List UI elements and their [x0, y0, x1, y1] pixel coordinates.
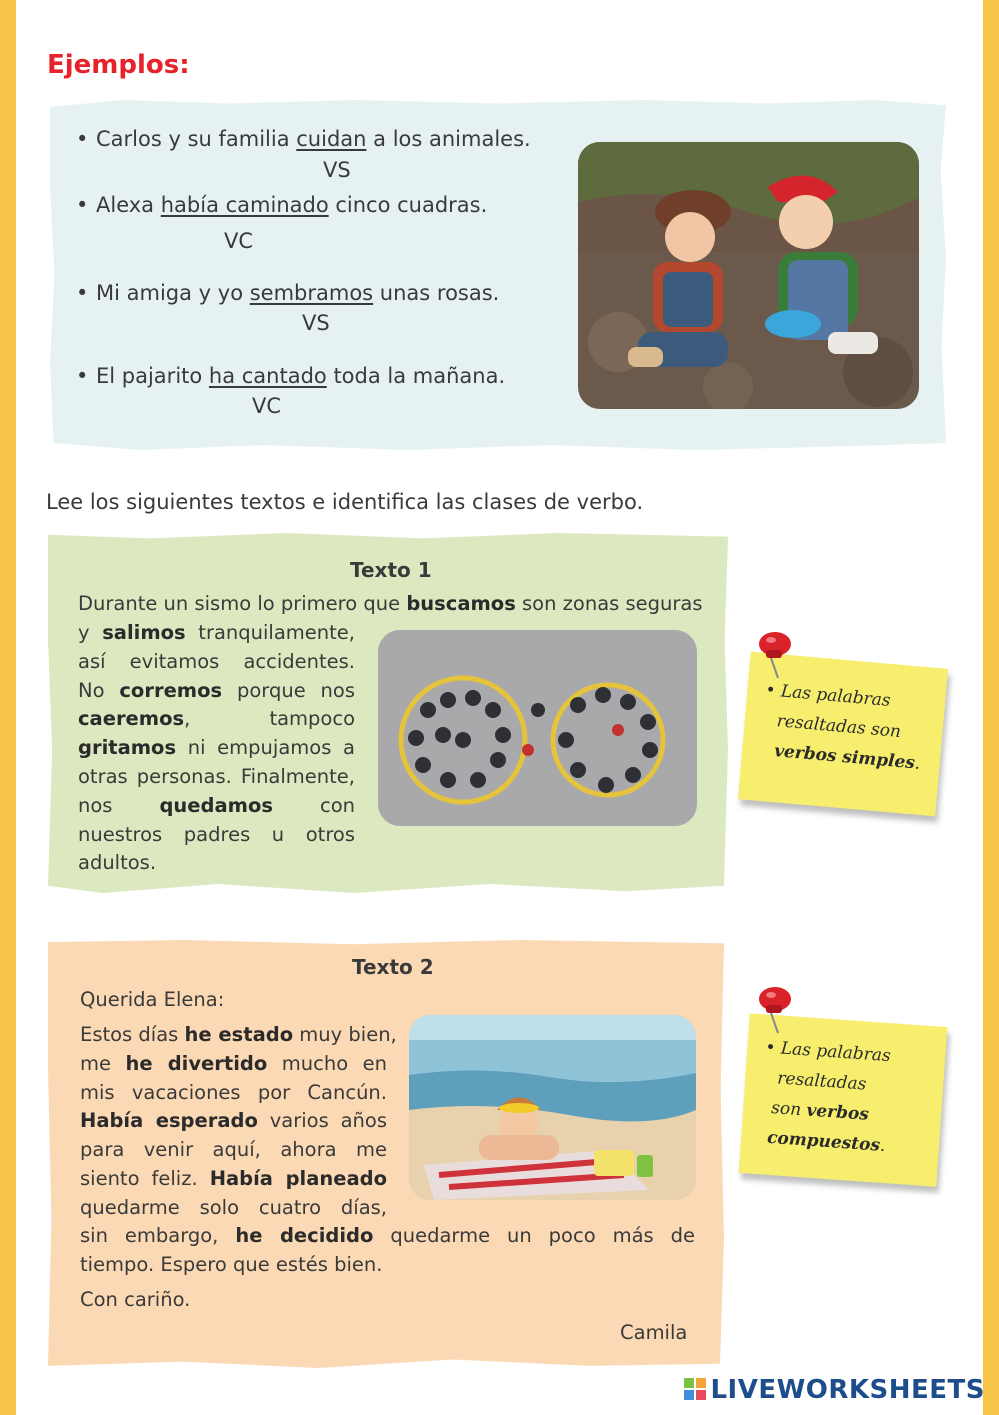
- highlighted-verb: gritamos: [78, 736, 177, 760]
- note-highlight: verbos simples: [773, 741, 916, 774]
- highlighted-verb: Había esperado: [80, 1109, 258, 1133]
- letter-closing: Con cariño.: [80, 1288, 191, 1311]
- bullet: •: [764, 680, 777, 701]
- note-highlight: verbos: [805, 1100, 870, 1125]
- highlighted-verb: salimos: [102, 621, 186, 644]
- bullet: •: [76, 193, 89, 217]
- girl-beach-photo: [409, 1015, 696, 1200]
- letter-greeting: Querida Elena:: [80, 988, 225, 1011]
- underlined-verb: sembramos: [249, 281, 374, 305]
- texto1-first-line: Durante un sismo lo primero que buscamos son zonas seguras: [78, 592, 703, 615]
- highlighted-verb: caeremos: [78, 707, 185, 731]
- texto1-title: Texto 1: [350, 558, 432, 582]
- highlighted-verb: he estado: [184, 1023, 294, 1046]
- highlighted-verb: he divertido: [125, 1051, 268, 1075]
- highlighted-verb: corremos: [119, 678, 223, 702]
- example-sentence-1: • Carlos y su familia cuidan a los animales.: [76, 127, 531, 151]
- highlighted-verb: Había planeado: [209, 1166, 387, 1190]
- verb-type-tag: VC: [224, 229, 254, 253]
- highlighted-verb: he decidido: [235, 1224, 374, 1247]
- example-sentence-3: • Mi amiga y yo sembramos unas rosas.: [76, 281, 500, 305]
- texto2-paragraph-full: sin embargo, he decidido quedarme un poco más de tiempo. Espero que estés bien.: [80, 1224, 695, 1276]
- page-edge-left: [0, 0, 16, 1415]
- verb-type-tag: VS: [302, 311, 330, 335]
- highlighted-verb: buscamos: [406, 592, 516, 615]
- underlined-verb: había caminado: [160, 193, 329, 217]
- sticky-note-simple-verbs: • Las palabras resaltadas son verbos simples.: [738, 652, 948, 817]
- verb-type-tag: VS: [323, 158, 351, 182]
- children-planting-photo: [578, 142, 919, 409]
- push-pin-icon: [754, 985, 796, 1037]
- example-sentence-2: • Alexa había caminado cinco cuadras.: [76, 193, 488, 217]
- underlined-verb: ha cantado: [208, 364, 327, 388]
- texto1-paragraph: y salimos tranquilamente, así evitamos accidentes. No corremos porque nos caeremos, tampoco gritamos ni empujamos a otras personas. Finalmente, nos quedamos con nuestros padres u otros adultos.: [78, 621, 355, 875]
- bullet: •: [76, 364, 89, 388]
- section-heading: Ejemplos:: [47, 50, 190, 80]
- example-sentence-4: • El pajarito ha cantado toda la mañana.: [76, 364, 506, 388]
- note-highlight: compuestos: [766, 1127, 881, 1156]
- bullet: •: [76, 281, 89, 305]
- bullet: •: [76, 127, 89, 151]
- liveworksheets-brand: LIVEWORKSHEETS: [684, 1375, 985, 1405]
- bullet: •: [764, 1037, 777, 1059]
- texto2-title: Texto 2: [352, 955, 434, 979]
- underlined-verb: cuidan: [296, 127, 367, 151]
- verb-type-tag: VC: [252, 394, 282, 418]
- liveworksheets-logo-icon: [684, 1378, 706, 1400]
- crowd-circles-photo: [378, 630, 697, 826]
- push-pin-icon: [754, 630, 796, 682]
- sticky-note-compound-verbs: • Las palabras resaltadas son verbos compuestos.: [739, 1013, 948, 1186]
- highlighted-verb: quedamos: [159, 793, 273, 817]
- texto2-paragraph-wrapped: Estos días he estado muy bien, me he divertido mucho en mis vacaciones por Cancún. Había esperado varios años para venir aquí, ahora me siento feliz. Había planeado quedarme solo cuatro días,: [80, 1023, 397, 1219]
- page-edge-right: [983, 0, 999, 1415]
- letter-signature: Camila: [620, 1321, 688, 1344]
- instruction-text: Lee los siguientes textos e identifica las clases de verbo.: [46, 490, 644, 514]
